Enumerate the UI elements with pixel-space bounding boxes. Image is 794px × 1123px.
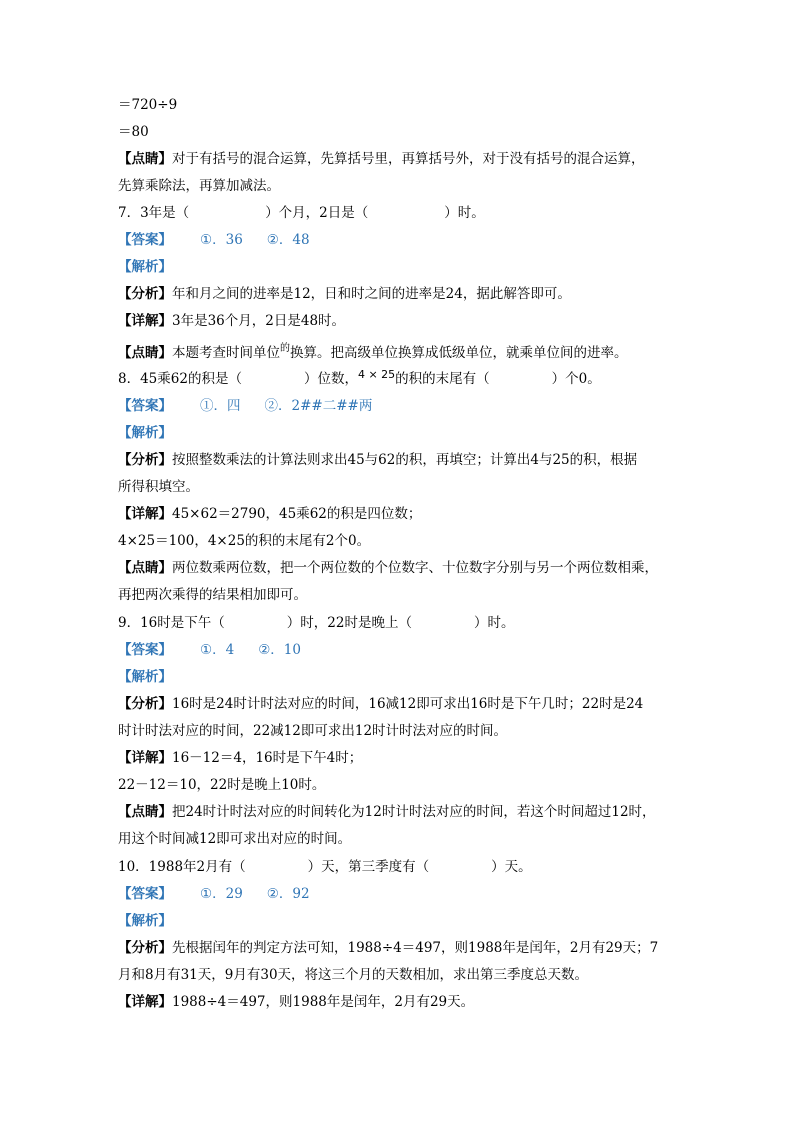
jiexi-tag: 【解析】 <box>118 259 172 275</box>
text-line: 月和8月有31天，9月有30天，将这三个月的天数相加，求出第三季度总天数。 <box>118 967 589 983</box>
fenxi-line: 【分析】16时是24时计时法对应的时间，16减12即可求出16时是下午几时；22时是24 <box>118 696 644 712</box>
dianjing-line: 【点睛】本题考查时间单位$^的$换算。把高级单位换算成低级单位，就乘单位间的进率。 <box>118 343 628 361</box>
fenxi-line: 【分析】先根据闰年的判定方法可知，1988÷4＝497，则1988年是闰年，2月有29天；7 <box>118 940 659 956</box>
answer-line: 【答案】 ①．四 ②．2##二##两 <box>118 398 373 414</box>
fenxi-line: 【分析】年和月之间的进率是12，日和时之间的进率是24，据此解答即可。 <box>118 286 571 302</box>
calc-line: ＝80 <box>118 124 149 140</box>
dianjing-line: 【点睛】把24时计时法对应的时间转化为12时计时法对应的时间，若这个时间超过12时， <box>118 804 656 820</box>
jiexi-tag: 【解析】 <box>118 669 172 685</box>
xiangjie-line: 【详解】16－12＝4，16时是下午4时； <box>118 750 363 766</box>
dianjing-tag: 【点睛】 <box>118 151 172 167</box>
xiangjie-line: 【详解】3年是36个月，2日是48时。 <box>118 313 346 329</box>
dianjing-line <box>118 150 645 168</box>
text-line: 所得积填空。 <box>118 479 199 495</box>
text-line: 再把两次乘得的结果相加即可。 <box>118 587 307 603</box>
dianjing-text: 对于有括号的混合运算，先算括号里，再算括号外，对于没有括号的混合运算， <box>172 151 645 167</box>
math-expression: 4 × 25 <box>357 368 396 381</box>
jiexi-tag: 【解析】 <box>118 425 172 441</box>
question-9: 9．16时是下午（ ）时，22时是晚上（ ）时。 <box>118 615 515 631</box>
text-line: 22－12＝10，22时是晚上10时。 <box>118 777 326 793</box>
dianjing-line: 【点睛】两位数乘两位数，把一个两位数的个位数字、十位数字分别与另一个两位数相乘， <box>118 560 658 576</box>
xiangjie-line: 【详解】1988÷4＝497，则1988年是闰年，2月有29天。 <box>118 994 475 1010</box>
calc-line: ＝720÷9 <box>118 97 178 113</box>
text-line: 用这个时间减12即可求出对应的时间。 <box>118 831 352 847</box>
question-10: 10．1988年2月有（ ）天，第三季度有（ ）天。 <box>118 859 532 875</box>
answer-line: 【答案】 ①．36 ②．48 <box>118 232 310 248</box>
text-line: 4×25＝100，4×25的积的末尾有2个0。 <box>118 533 371 549</box>
text-line: 先算乘除法，再算加减法。 <box>118 178 280 194</box>
fenxi-line: 【分析】按照整数乘法的计算法则求出45与62的积，再填空；计算出4与25的积，根据 <box>118 452 638 468</box>
text-line: 时计时法对应的时间，22减12即可求出12时计时法对应的时间。 <box>118 723 508 739</box>
question-7: 7．3年是（ ）个月，2日是（ ）时。 <box>118 205 485 221</box>
jiexi-tag: 【解析】 <box>118 913 172 929</box>
question-8: 8．45乘62的积是（ ）位数，$^{4 \times 25}$的积的末尾有（ ）个0。 <box>118 368 601 387</box>
answer-line: 【答案】 ①．4 ②．10 <box>118 642 301 658</box>
xiangjie-line: 【详解】45×62＝2790，45乘62的积是四位数； <box>118 506 422 522</box>
answer-line: 【答案】 ①．29 ②．92 <box>118 886 310 902</box>
